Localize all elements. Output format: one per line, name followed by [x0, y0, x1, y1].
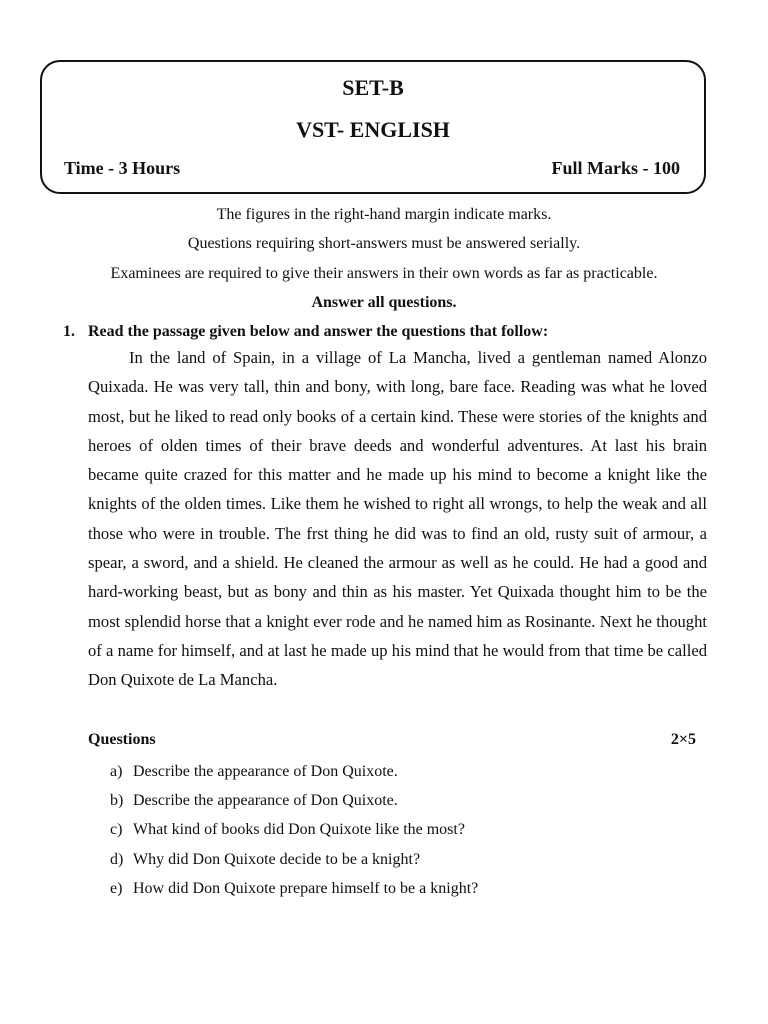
instruction-line: The figures in the right-hand margin indicate marks.	[216, 206, 552, 223]
instructions	[0, 200, 768, 317]
question-heading	[63, 317, 713, 346]
sub-question-letter: d)	[110, 850, 124, 868]
sub-question-text: Describe the appearance of Don Quixote.	[133, 763, 398, 780]
sub-question-letter: b)	[110, 792, 124, 810]
sub-question	[110, 786, 710, 815]
questions-marks: 2×5	[670, 731, 696, 748]
instruction-line: Examinees are required to give their answers in their own words as far as practicable.	[110, 264, 658, 282]
sub-question	[110, 845, 710, 874]
sub-question-list	[110, 757, 710, 903]
instruction-line: Questions requiring short-answers must be answered serially.	[187, 235, 581, 253]
sub-question-letter: c)	[110, 821, 123, 839]
sub-question	[110, 874, 710, 903]
full-marks: Full Marks - 100	[551, 158, 680, 178]
set-title: SET-B	[342, 75, 404, 100]
subject-title: VST- ENGLISH	[296, 117, 450, 142]
sub-question	[110, 757, 710, 786]
sub-question-text: What kind of books did Don Quixote like the most?	[133, 821, 465, 839]
sub-question-text: Why did Don Quixote decide to be a knight?	[133, 850, 421, 868]
question-number: 1.	[63, 323, 75, 340]
sub-question-text: How did Don Quixote prepare himself to be a knight?	[133, 879, 479, 897]
sub-question-letter: e)	[110, 879, 123, 897]
reading-passage: In the land of Spain, in a village of La Mancha, lived a gentleman named Alonzo Quixada. He was very tall, thin and bony, with long, bare face. Reading was what he loved most, but he liked to read only books of a certain kind. These were stories of the knights and heroes of olden times of their brave deeds and wonderful adventures. At last his brain became quite crazed for this matter and he made up his mind to become a knight like the knights of the olden times. Like them he wished to right all wrongs, to help the weak and all those who were in trouble. The frst thing he did was to find an old, rusty suit of armour, a spear, a sword, and a shield. He cleaned the armour as well as he could. He had a good and hard-working beast, but as bony and thin as his master. Yet Quixada thought him to be the most splendid horse that a knight ever rode and he named him as Rosinante. Next he thought of a name for himself, and at last he made up his mind that he would from that time be called Don Quixote de La Mancha.	[88, 348, 707, 690]
questions-label: Questions	[88, 731, 156, 748]
exam-time: Time - 3 Hours	[64, 158, 181, 178]
sub-question	[110, 815, 710, 844]
sub-question-text: Describe the appearance of Don Quixote.	[133, 792, 398, 810]
question-heading-text: Read the passage given below and answer the questions that follow:	[88, 323, 549, 340]
exam-header-box	[40, 60, 706, 194]
sub-question-letter: a)	[110, 763, 123, 780]
answer-all-instruction: Answer all questions.	[311, 293, 457, 311]
